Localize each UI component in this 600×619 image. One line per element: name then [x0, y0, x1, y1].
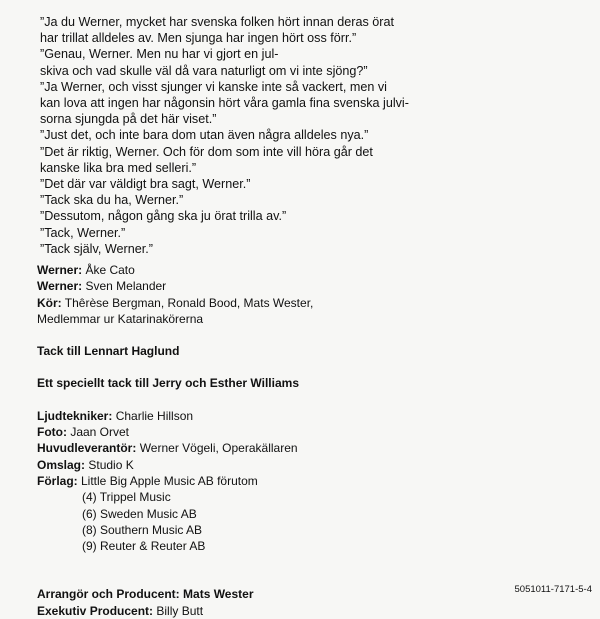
dialogue-line: ”Det är riktig, Werner. Och för dom som inte vill höra går det	[40, 144, 373, 159]
credit-omslag	[37, 457, 557, 473]
dialogue-line: ”Genau, Werner. Men nu har vi gjort en jul-	[40, 47, 279, 62]
credit-value: Åke Cato	[82, 263, 135, 277]
credit-label: Förlag:	[37, 473, 78, 488]
dialogue-line: ”Det där var väldigt bra sagt, Werner.”	[40, 177, 251, 192]
credit-value: Studio K	[85, 457, 134, 472]
credit-huvudleverantor	[37, 440, 557, 456]
dialogue-line: ”Ja Werner, och visst sjunger vi kanske inte så vackert, men vi	[40, 79, 387, 94]
publisher-item: (6) Sweden Music AB	[82, 506, 197, 521]
dialogue-line: kan lova att ingen har någonsin hört våra gamla fina svenska julvi-	[40, 96, 409, 111]
credit-forlag	[37, 473, 557, 489]
publisher-item: (4) Trippel Music	[82, 490, 171, 505]
publisher-item: (8) Southern Music AB	[82, 522, 203, 537]
credit-kor	[37, 295, 557, 311]
credit-label: Werner:	[37, 263, 83, 277]
credit-value: Jaan Orvet	[66, 425, 130, 440]
credit-value: Little Big Apple Music AB förutom	[77, 473, 258, 488]
dialogue-line: ”Just det, och inte bara dom utan även några alldeles nya.”	[40, 128, 369, 143]
credit-label: Arrangör och Producent:	[37, 587, 180, 602]
dialogue-line: ”Ja du Werner, mycket har svenska folken hört innan deras örat	[40, 15, 394, 29]
credit-exekutiv-producent	[37, 603, 557, 619]
credit-label: Kör:	[37, 295, 62, 310]
credit-value: Werner Vögeli, Operakällaren	[136, 441, 298, 456]
credits-section	[37, 262, 557, 619]
credit-value: Billy Butt	[153, 603, 204, 618]
dialogue-line: ”Tack, Werner.”	[40, 225, 126, 240]
credit-value: Sven Melander	[82, 279, 167, 294]
dialogue-line: har trillat alldeles av. Men sjunga har ingen hört oss förr.”	[40, 31, 357, 46]
dialogue-line: skiva och vad skulle väl då vara naturligt om vi inte sjöng?”	[40, 63, 368, 78]
dialogue-line: ”Tack ska du ha, Werner.”	[40, 193, 184, 208]
dialogue-line: sorna sjungda på det här viset.”	[40, 112, 217, 127]
credit-kor-continued: Medlemmar ur Katarinakörerna	[37, 311, 204, 326]
credit-ljudtekniker	[37, 408, 557, 424]
catalog-number: 5051011-7171-5-4	[514, 584, 592, 595]
credit-werner-1	[37, 262, 557, 278]
thanks-line: Tack till Lennart Haglund	[37, 344, 180, 359]
credit-label: Exekutiv Producent:	[37, 603, 154, 618]
dialogue-line: kanske lika bra med selleri.”	[40, 160, 197, 175]
credit-label: Foto:	[37, 425, 67, 440]
credit-werner-2	[37, 278, 557, 294]
special-thanks-line: Ett speciellt tack till Jerry och Esther Williams	[37, 376, 299, 391]
dialogue-line: ”Dessutom, någon gång ska ju örat trilla av.”	[40, 209, 287, 224]
credit-label: Ljudtekniker:	[37, 408, 113, 423]
credit-value: Charlie Hillson	[112, 408, 194, 423]
credit-label: Omslag:	[37, 457, 86, 472]
publisher-item: (9) Reuter & Reuter AB	[82, 539, 206, 554]
credit-label: Huvudleverantör:	[37, 441, 137, 456]
dialogue-line: ”Tack själv, Werner.”	[40, 241, 153, 256]
credit-foto	[37, 424, 557, 440]
dialogue-text	[40, 14, 580, 257]
credit-arrangor-producent	[37, 586, 557, 602]
credit-value: Thêrèse Bergman, Ronald Bood, Mats Wester,	[61, 295, 314, 310]
credit-label: Werner:	[37, 279, 83, 294]
credit-value: Mats Wester	[179, 587, 254, 602]
